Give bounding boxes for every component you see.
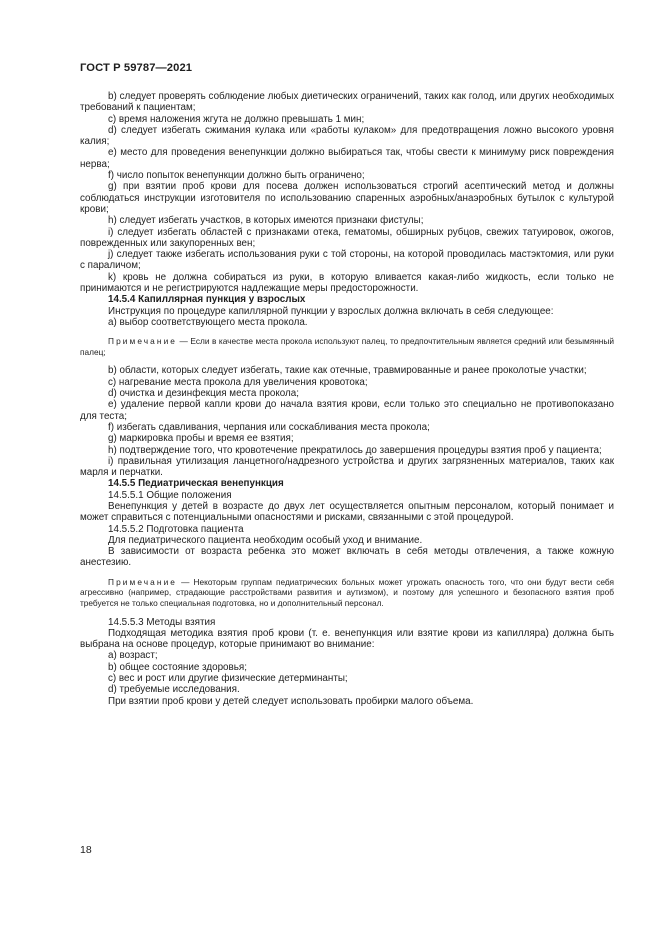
note-paragraph [80,577,614,609]
document-body [80,91,614,707]
body-paragraph: При взятии проб крови у детей следует использовать пробирки малого объема. [108,695,474,707]
body-paragraph: b) области, которых следует избегать, такие как отечные, травмированные и ранее проколотые участки; [108,365,587,377]
body-paragraph: d) следует избегать сжимания кулака или «работы кулаком» для предотвращения ложно высокого уровня калия; [80,124,614,148]
body-paragraph: g) при взятии проб крови для посева должен использоваться строгий асептический метод и должны соблюдаться инструкции изготовителя по использованию спаренных аэробных/анаэробных бутылок с культурой крови; [80,181,614,215]
body-paragraph: h) подтверждение того, что кровотечение прекратилось до завершения процедуры взятия проб у пациента; [108,444,602,456]
body-paragraph: h) следует избегать участков, в которых имеются признаки фистулы; [108,215,424,227]
body-paragraph: Венепункция у детей в возрасте до двух лет осуществляется опытным персоналом, который понимает и может справиться с потенциальными опасностями и рисками, связанными с этой процедурой. [80,500,614,524]
body-paragraph: 14.5.5.1 Общие положения [108,489,232,501]
body-paragraph: a) выбор соответствующего места прокола. [108,316,308,328]
body-paragraph: Инструкция по процедуре капиллярной пункции у взрослых должна включать в себя следующее: [108,305,554,317]
body-paragraph: b) общее состояние здоровья; [108,661,247,673]
body-paragraph: Для педиатрического пациента необходим особый уход и внимание. [108,534,423,546]
body-paragraph: a) возраст; [108,650,158,662]
body-paragraph: j) следует также избегать использования руки с той стороны, на которой проводилась мастэктомия, или руки с параличом; [80,249,614,272]
body-paragraph: f) избегать сдавливания, черпания или соскабливания места прокола; [108,421,430,433]
body-paragraph: d) очистка и дезинфекция места прокола; [108,388,299,400]
note-paragraph [80,336,614,357]
body-paragraph: В зависимости от возраста ребенка это может включать в себя методы отвлечения, а также кожную анестезию. [80,546,614,569]
body-paragraph: c) вес и рост или другие физические детерминанты; [108,673,348,685]
note-text: — Если в качестве места прокола используют палец, то предпочтительным является средний или безымянный палец; [80,336,614,357]
body-paragraph: c) нагревание места прокола для увеличения кровотока; [108,376,368,388]
body-paragraph: e) удаление первой капли крови до начала взятия крови, если только это специально не противопоказано для теста; [80,399,614,422]
body-paragraph: k) кровь не должна собираться из руки, в которую вливается какая-либо жидкость, если только не принимаются и не регистрируются надлежащие меры предосторожности. [80,271,614,295]
note-text: — Некоторым группам педиатрических больных может угрожать опасность того, что они будут вести себя агрессивно (например, страдающие расстройствами развития и аутизмом), и поэтому для успешного и безопасного взятия проб требуется не только специальная подготовка, но и дополнительный персонал. [80,576,614,608]
note-label: Примечание [108,576,178,587]
body-paragraph: b) следует проверять соблюдение любых диетических ограничений, таких как голод, или других необходимых требований к пациентам; [80,91,614,114]
body-paragraph: 14.5.5.2 Подготовка пациента [108,523,244,535]
body-paragraph: 14.5.5.3 Методы взятия [108,616,216,628]
note-label: Примечание [108,336,178,347]
page-number: 18 [80,844,92,856]
body-paragraph: i) правильная утилизация ланцетного/надрезного устройства и других загрязненных материалов, таких как марля и перчатки. [80,455,614,479]
body-paragraph: d) требуемые исследования. [108,684,240,696]
section-heading: 14.5.4 Капиллярная пункция у взрослых [108,294,306,306]
document-id-header: ГОСТ Р 59787—2021 [80,62,193,74]
section-heading: 14.5.5 Педиатрическая венепункция [108,478,284,490]
body-paragraph: f) число попыток венепункции должно быть ограничено; [108,170,365,182]
body-paragraph: i) следует избегать областей с признаками отека, гематомы, обширных рубцов, свежих татуировок, ожогов, поврежденных или закупоренных вен; [80,226,614,249]
body-paragraph: g) маркировка пробы и время ее взятия; [108,433,294,445]
body-paragraph: e) место для проведения венепункции должно выбираться так, чтобы свести к минимуму риск повреждения нерва; [80,147,614,170]
body-paragraph: c) время наложения жгута не должно превышать 1 мин; [108,113,365,125]
body-paragraph: Подходящая методика взятия проб крови (т. е. венепункция или взятие крови из капилляра) должна быть выбрана на основе процедур, которые принимают во внимание: [80,627,614,651]
